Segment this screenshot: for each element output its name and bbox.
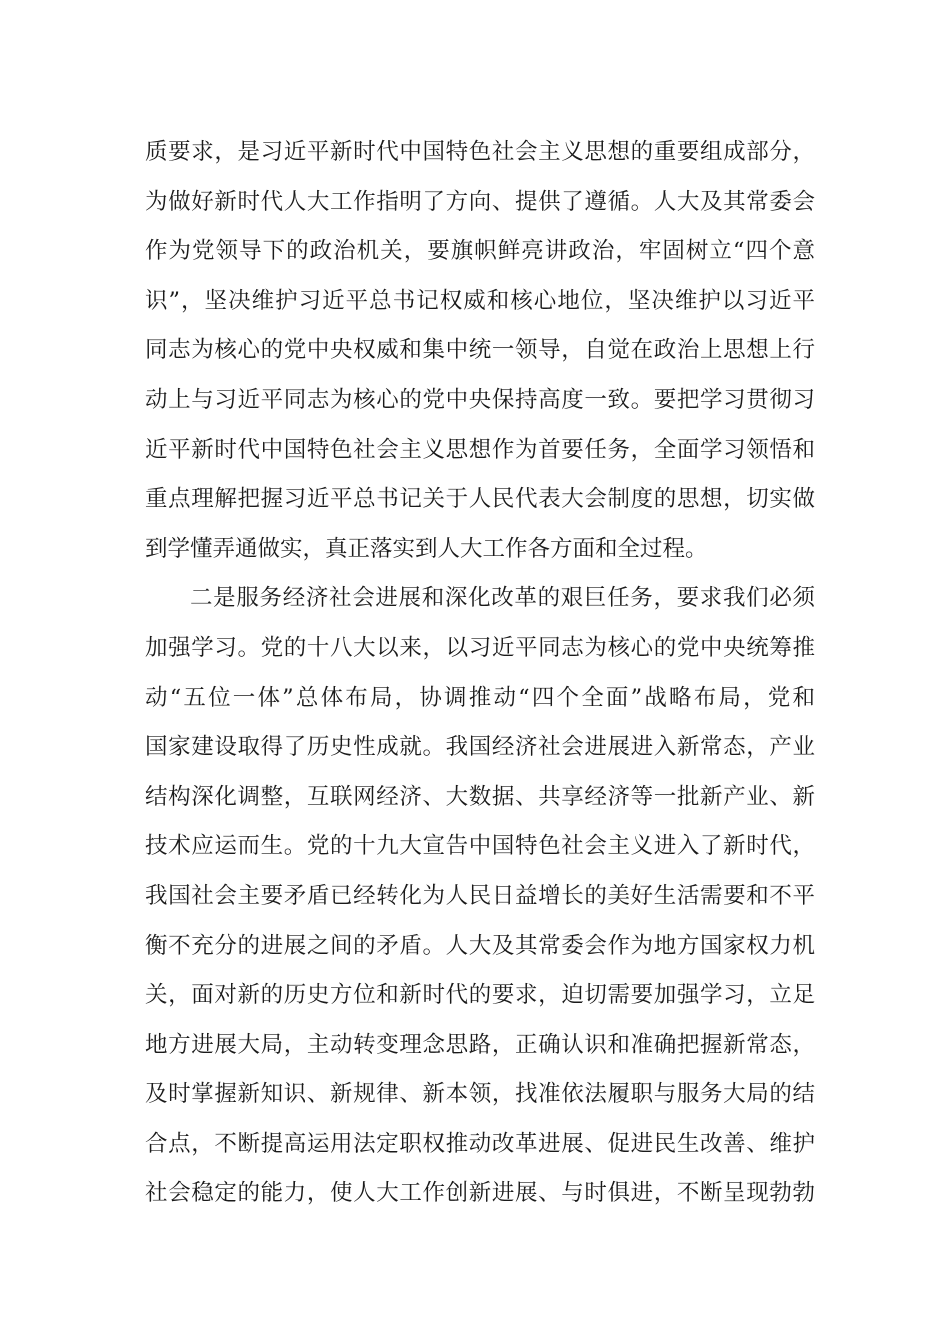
text-line: 加强学习。党的十八大以来，以习近平同志为核心的党中央统筹推 bbox=[145, 634, 815, 661]
paragraph-2 bbox=[145, 574, 815, 1219]
text-line: 到学懂弄通做实，真正落实到人大工作各方面和全过程。 bbox=[145, 535, 708, 562]
text-line: 质要求，是习近平新时代中国特色社会主义思想的重要组成部分， bbox=[145, 139, 815, 165]
text-line: 识”，坚决维护习近平总书记权威和核心地位，坚决维护以习近平 bbox=[145, 287, 815, 314]
text-line: 技术应运而生。党的十九大宣告中国特色社会主义进入了新时代， bbox=[145, 833, 815, 860]
text-line: 地方进展大局，主动转变理念思路，正确认识和准确把握新常态， bbox=[145, 1031, 815, 1058]
text-line: 国家建设取得了历史性成就。我国经济社会进展进入新常态，产业 bbox=[145, 734, 815, 761]
text-line: 社会稳定的能力，使人大工作创新进展、与时俱进，不断呈现勃勃 bbox=[145, 1180, 815, 1207]
document-body bbox=[145, 128, 815, 1219]
text-line: 关，面对新的历史方位和新时代的要求，迫切需要加强学习，立足 bbox=[145, 982, 815, 1009]
text-line: 作为党领导下的政治机关，要旗帜鲜亮讲政治，牢固树立“四个意 bbox=[145, 238, 815, 265]
text-line: 动“五位一体”总体布局，协调推动“四个全面”战略布局，党和 bbox=[145, 684, 815, 711]
text-line: 结构深化调整，互联网经济、大数据、共享经济等一批新产业、新 bbox=[145, 783, 815, 810]
text-line: 合点，不断提高运用法定职权推动改革进展、促进民生改善、维护 bbox=[145, 1130, 815, 1157]
text-line: 动上与习近平同志为核心的党中央保持高度一致。要把学习贯彻习 bbox=[145, 386, 815, 413]
text-line: 为做好新时代人大工作指明了方向、提供了遵循。人大及其常委会 bbox=[145, 188, 815, 215]
text-line: 二是服务经济社会进展和深化改革的艰巨任务，要求我们必须 bbox=[190, 585, 815, 612]
text-line: 重点理解把握习近平总书记关于人民代表大会制度的思想，切实做 bbox=[145, 486, 815, 513]
text-line: 近平新时代中国特色社会主义思想作为首要任务，全面学习领悟和 bbox=[145, 436, 815, 463]
text-line: 我国社会主要矛盾已经转化为人民日益增长的美好生活需要和不平 bbox=[145, 882, 815, 909]
text-line: 及时掌握新知识、新规律、新本领，找准依法履职与服务大局的结 bbox=[145, 1081, 815, 1108]
paragraph-1 bbox=[145, 128, 815, 574]
text-line: 衡不充分的进展之间的矛盾。人大及其常委会作为地方国家权力机 bbox=[145, 932, 815, 959]
text-line: 同志为核心的党中央权威和集中统一领导，自觉在政治上思想上行 bbox=[145, 337, 815, 364]
